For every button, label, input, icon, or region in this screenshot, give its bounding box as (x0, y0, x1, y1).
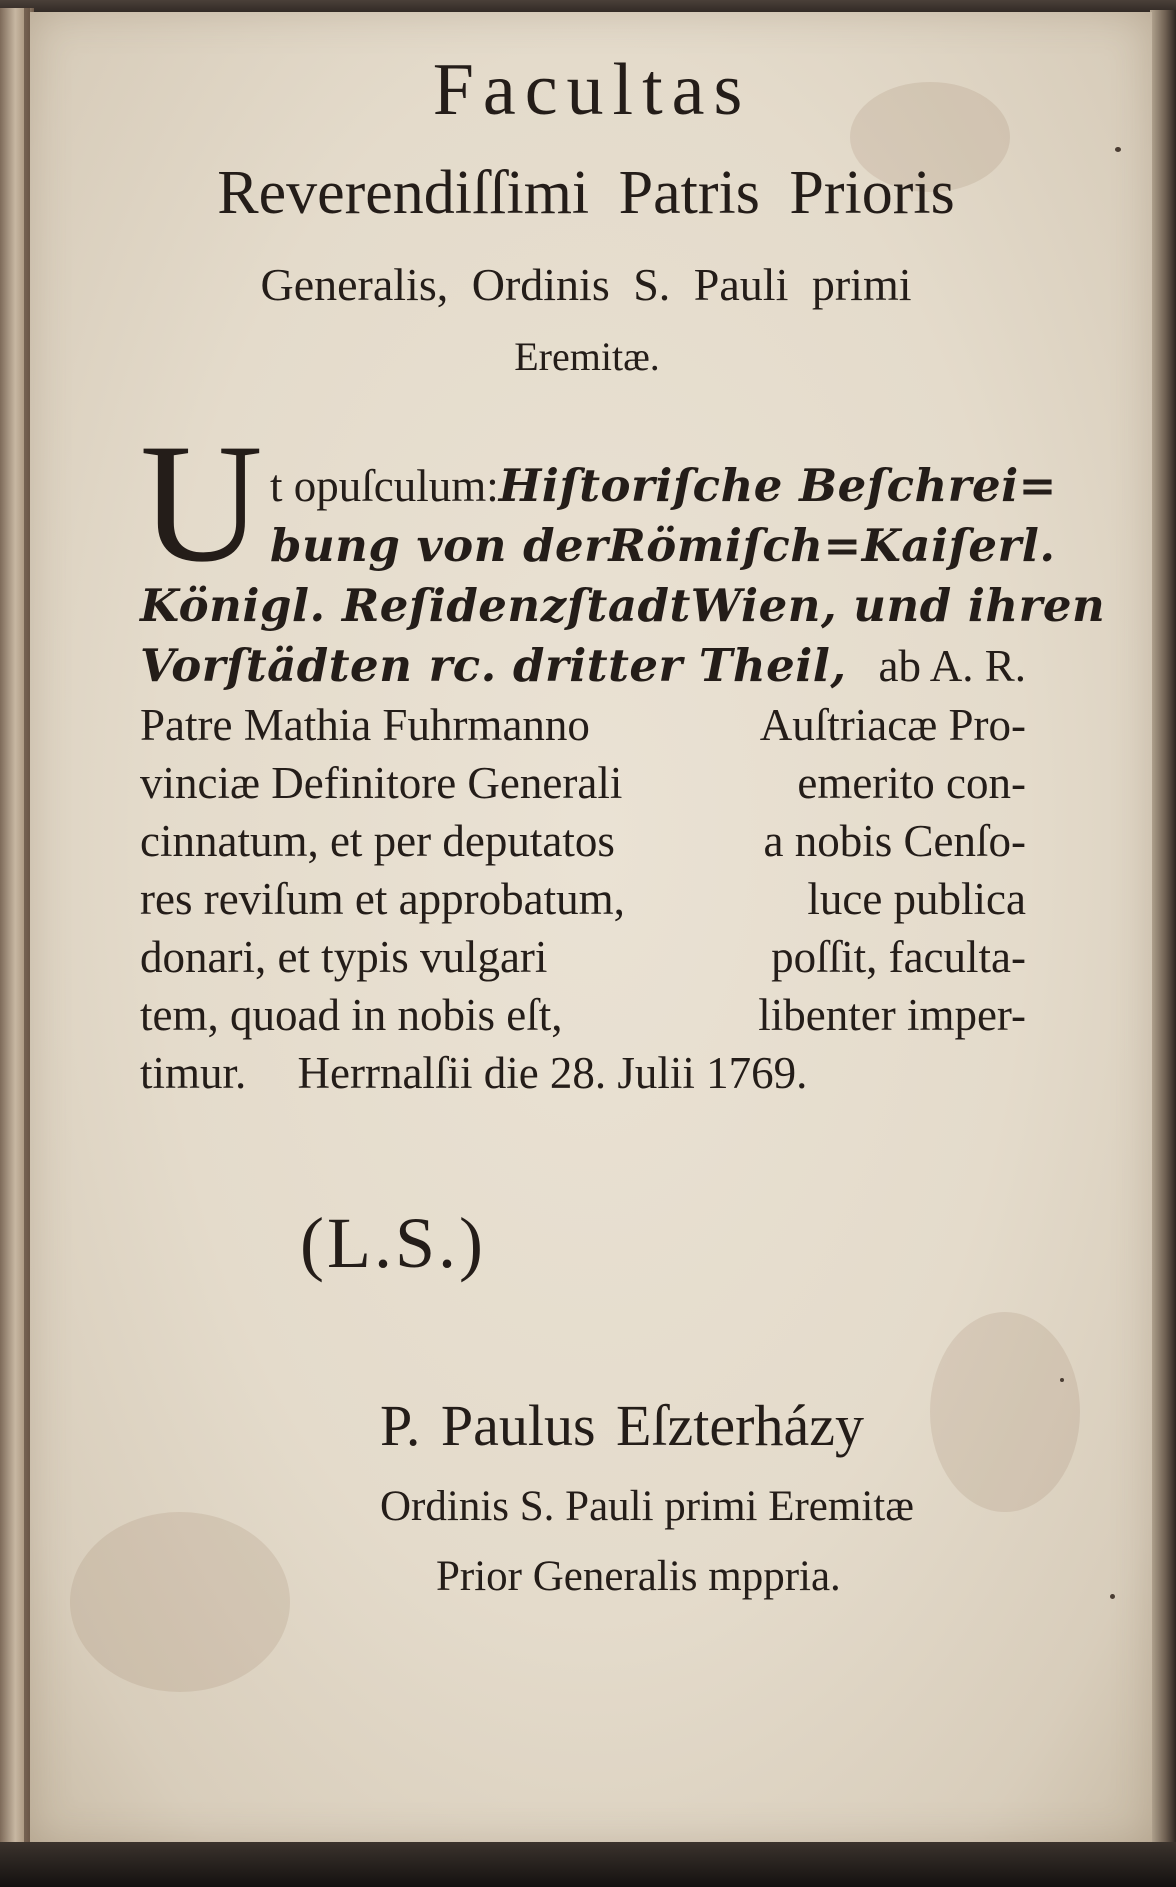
body-line (270, 518, 1056, 574)
body-line-segment: donari, et typis vulgari (140, 932, 548, 982)
body-line (270, 458, 1057, 514)
heading-line-1: Reverendiſſimi Patris Prioris (217, 159, 955, 227)
signatory-name: P. Paulus Eſzterházy (380, 1393, 864, 1458)
body-line (140, 813, 1026, 869)
body-line-segment: t opuſculum: (270, 461, 499, 511)
body-line (140, 929, 1026, 985)
body-line-segment: a nobis Cenſo- (763, 816, 1026, 866)
body-line-segment: libenter imper- (758, 990, 1026, 1040)
body-line-segment: res reviſum et approbatum, (140, 874, 625, 924)
body-line-segment: timur. (140, 1048, 247, 1098)
heading-line-2: Generalis, Ordinis S. Pauli primi (260, 259, 912, 310)
body-line-segment: Hiſtoriſche Beſchrei= (498, 459, 1057, 512)
body-line-segment: tem, quoad in nobis eſt, (140, 990, 563, 1040)
body-line-segment: Vorſtädten rc. dritter Theil, (140, 639, 847, 692)
signatory-order: Ordinis S. Pauli primi Eremitæ (380, 1483, 914, 1530)
body-line-segment: luce publica (807, 874, 1026, 924)
body-line-segment: Patre Mathia Fuhrmanno (140, 700, 590, 750)
drop-cap-initial: U (140, 409, 263, 597)
body-line (140, 1045, 1026, 1101)
body-line-segment: Herrnalſii die 28. Julii 1769. (297, 1048, 808, 1098)
heading-line-3: Eremitæ. (514, 334, 660, 379)
body-line-segment: Wien, und ihren (690, 579, 1106, 632)
bottom-edge (0, 1842, 1176, 1887)
body-line-segment: ab A. R. (878, 641, 1026, 691)
body-line-segment: Römiſch=Kaiſerl. (608, 519, 1056, 572)
paper-stain (930, 1312, 1080, 1512)
body-line (140, 697, 1026, 753)
body-line-segment: bung von der (270, 519, 609, 572)
seal-mark-ls: (L.S.) (300, 1203, 486, 1283)
body-line (140, 755, 1026, 811)
body-line-segment: Auſtriacæ Pro- (759, 700, 1026, 750)
body-line-segment: emerito con- (797, 758, 1026, 808)
ink-speck (1110, 1594, 1115, 1599)
page-title: Facultas (432, 49, 752, 131)
body-line-segment: cinnatum, et per deputatos (140, 816, 615, 866)
body-line-segment: Königl. Reſidenzſtadt (140, 579, 691, 632)
body-line-segment: poſſit, faculta- (771, 932, 1026, 982)
paper-stain (70, 1512, 290, 1692)
signatory-title: Prior Generalis mppria. (436, 1553, 841, 1600)
ink-speck (1060, 1378, 1064, 1382)
body-line-segment: vinciæ Definitore Generali (140, 758, 623, 808)
body-line (140, 578, 1106, 634)
ink-speck (1115, 147, 1121, 152)
body-line (140, 987, 1026, 1043)
body-line (140, 638, 1026, 694)
body-line (140, 871, 1026, 927)
